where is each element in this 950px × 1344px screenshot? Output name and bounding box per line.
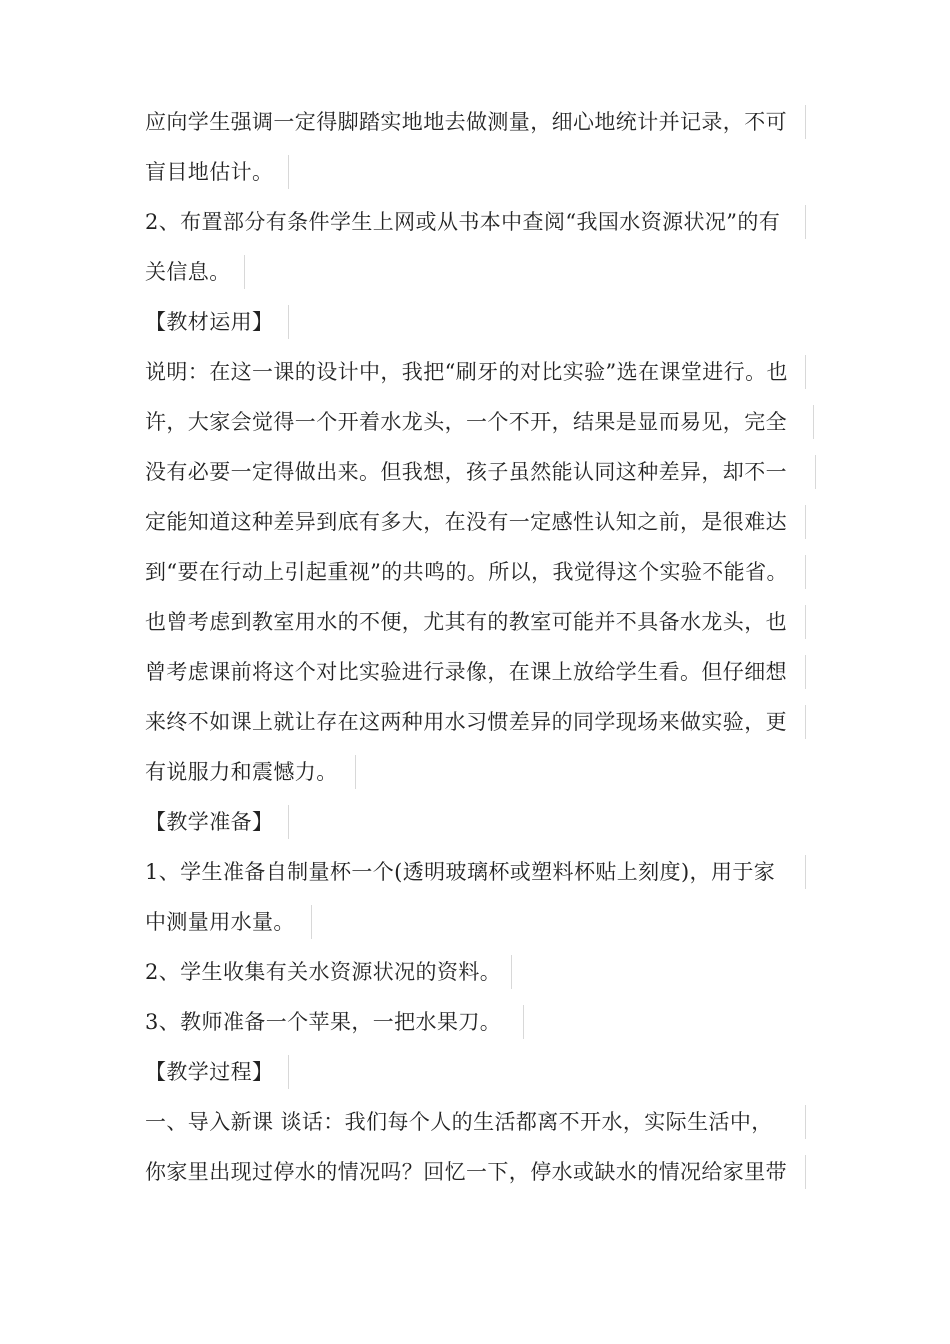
- text-line-17: [145, 897, 295, 947]
- line-text: 也曾考虑到教室用水的不便，尤其有的教室可能并不具备水龙头，也: [145, 610, 787, 634]
- line-text: 定能知道这种差异到底有多大，在没有一定感性认知之前，是很难达: [145, 510, 787, 534]
- cell-border: [805, 555, 806, 589]
- section-heading-process: [145, 1047, 273, 1097]
- text-line-10: [145, 547, 788, 597]
- cell-border: [805, 1155, 806, 1189]
- line-text: 来终不如课上就让存在这两种用水习惯差异的同学现场来做实验，更: [145, 710, 787, 734]
- text-line-13: [145, 697, 787, 747]
- text-line-2: [145, 147, 273, 197]
- cell-border: [288, 155, 289, 189]
- cell-border: [805, 105, 806, 139]
- text-line-16: [145, 847, 775, 897]
- text-line-21: [145, 1097, 773, 1147]
- cell-border: [244, 255, 245, 289]
- cell-border: [805, 655, 806, 689]
- cell-border: [288, 305, 289, 339]
- text-line-6: [145, 347, 788, 397]
- text-line-4: [145, 247, 231, 297]
- cell-border: [805, 605, 806, 639]
- cell-border: [288, 1055, 289, 1089]
- section-heading-materials: [145, 297, 273, 347]
- text-line-11: [145, 597, 787, 647]
- cell-border: [805, 505, 806, 539]
- line-text: 2、学生收集有关水资源状况的资料。: [145, 960, 502, 984]
- cell-border: [805, 705, 806, 739]
- cell-border: [288, 805, 289, 839]
- cell-border: [813, 405, 814, 439]
- line-text: 3、教师准备一个苹果，一把水果刀。: [145, 1010, 502, 1034]
- line-text: 关信息。: [145, 260, 231, 284]
- line-text: 【教学准备】: [145, 810, 274, 834]
- line-text: 有说服力和震憾力。: [145, 760, 338, 784]
- cell-border: [311, 905, 312, 939]
- text-line-19: [145, 997, 501, 1047]
- line-text: 【教学过程】: [145, 1060, 274, 1084]
- line-text: 说明：在这一课的设计中，我把“刷牙的对比实验”选在课堂进行。也: [145, 360, 788, 384]
- cell-border: [805, 355, 806, 389]
- text-line-1: [145, 97, 787, 147]
- line-text: 曾考虑课前将这个对比实验进行录像，在课上放给学生看。但仔细想: [145, 660, 787, 684]
- line-text: 应向学生强调一定得脚踏实地地去做测量，细心地统计并记录，不可: [145, 110, 787, 134]
- text-line-3: [145, 197, 780, 247]
- line-text: 【教材运用】: [145, 310, 274, 334]
- text-line-18: [145, 947, 501, 997]
- cell-border: [523, 1005, 524, 1039]
- cell-border: [815, 455, 816, 489]
- line-text: 盲目地估计。: [145, 160, 274, 184]
- line-text: 到“要在行动上引起重视”的共鸣的。所以，我觉得这个实验不能省。: [145, 560, 788, 584]
- text-line-14: [145, 747, 338, 797]
- text-line-12: [145, 647, 787, 697]
- line-text: 你家里出现过停水的情况吗？回忆一下，停水或缺水的情况给家里带: [145, 1160, 787, 1184]
- line-text: 中测量用水量。: [145, 910, 295, 934]
- cell-border: [805, 1105, 806, 1139]
- text-line-22: [145, 1147, 787, 1197]
- cell-border: [355, 755, 356, 789]
- line-text: 没有必要一定得做出来。但我想，孩子虽然能认同这种差异，却不一: [145, 460, 787, 484]
- text-line-8: [145, 447, 787, 497]
- line-text: 一、导入新课 谈话：我们每个人的生活都离不开水，实际生活中，: [145, 1110, 773, 1134]
- cell-border: [511, 955, 512, 989]
- text-line-7: [145, 397, 787, 447]
- line-text: 许，大家会觉得一个开着水龙头，一个不开，结果是显而易见，完全: [145, 410, 787, 434]
- text-line-9: [145, 497, 787, 547]
- line-text: 1、学生准备自制量杯一个(透明玻璃杯或塑料杯贴上刻度)，用于家: [145, 860, 776, 884]
- cell-border: [805, 855, 806, 889]
- section-heading-preparation: [145, 797, 273, 847]
- line-text: 2、布置部分有条件学生上网或从书本中查阅“我国水资源状况”的有: [145, 210, 781, 234]
- cell-border: [805, 205, 806, 239]
